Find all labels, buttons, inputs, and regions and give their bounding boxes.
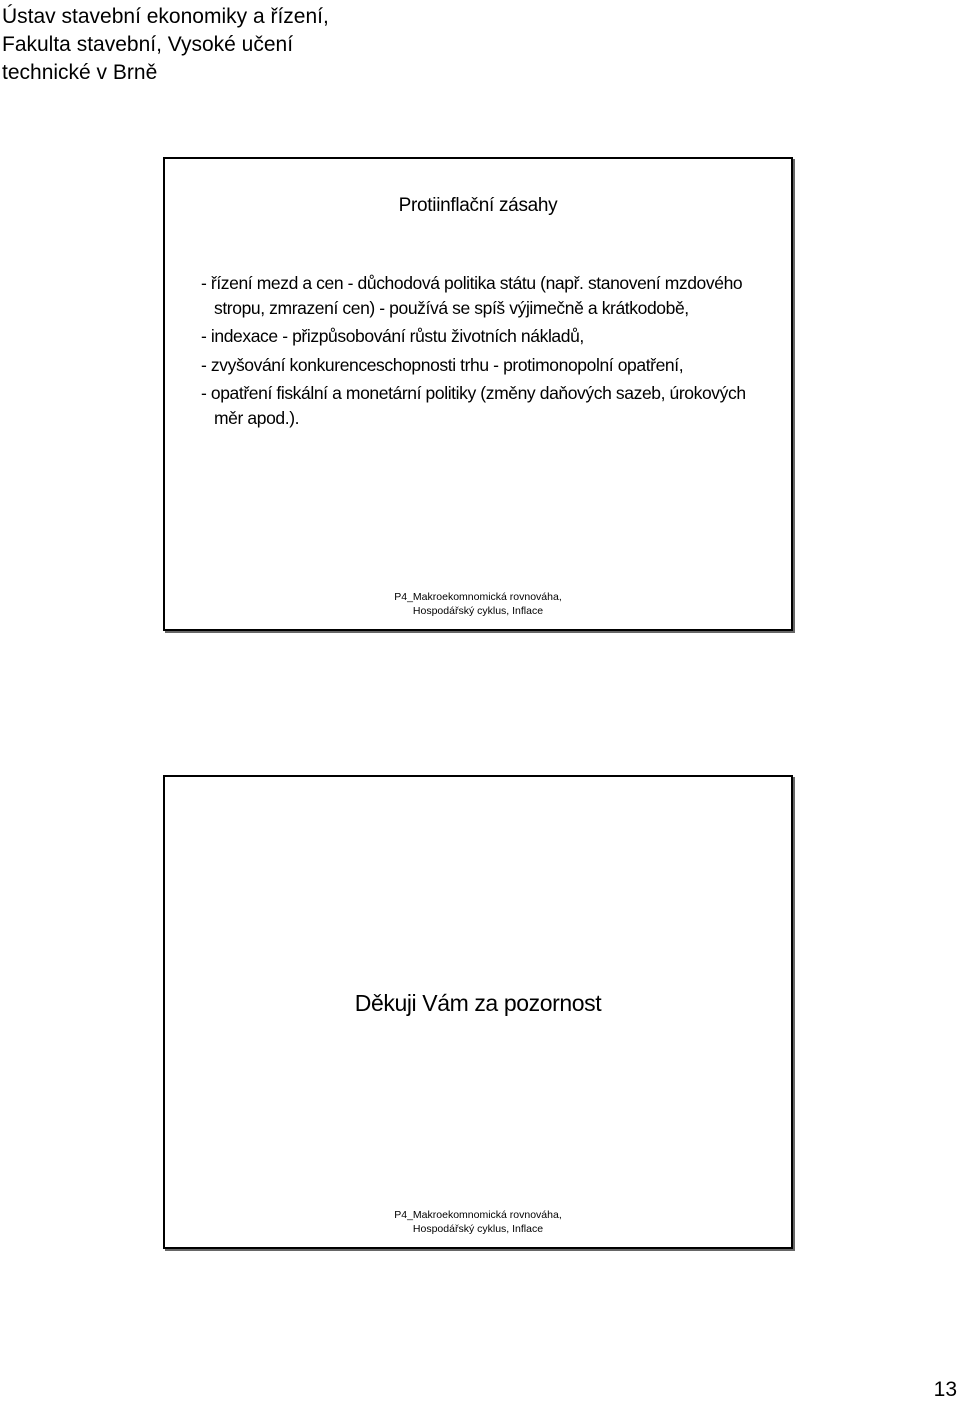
slide-protiinflacni-zasahy	[163, 157, 793, 631]
header-line-2: Fakulta stavební, Vysoké učení	[2, 33, 294, 56]
slide-footer	[165, 1208, 791, 1236]
bullet-item: - indexace - přizpůsobování růstu životních nákladů,	[201, 326, 584, 346]
footer-line-2: Hospodářský cyklus, Inflace	[412, 1223, 544, 1235]
document-header	[2, 3, 329, 87]
footer-line-2: Hospodářský cyklus, Inflace	[412, 605, 544, 617]
footer-line-1: P4_Makroekomnomická rovnováha,	[394, 1209, 562, 1221]
bullet-list	[201, 271, 771, 434]
bullet-item: - řízení mezd a cen - důchodová politika státu (např. stanovení mzdového stropu, zmrazení cen) - používá se spíš výjimečně a krátkodobě,	[201, 273, 743, 318]
header-line-3: technické v Brně	[2, 61, 158, 84]
slide-dekuji	[163, 775, 793, 1249]
header-line-1: Ústav stavební ekonomiky a řízení,	[2, 5, 329, 28]
thank-you-text: Děkuji Vám za pozornost	[354, 990, 602, 1016]
bullet-item: - opatření fiskální a monetární politiky (změny daňových sazeb, úrokových měr apod.).	[201, 383, 746, 428]
page-number: 13	[933, 1378, 957, 1401]
slide-footer	[165, 590, 791, 618]
slide-title: Protiinflační zásahy	[398, 195, 558, 216]
bullet-item: - zvyšování konkurenceschopnosti trhu - protimonopolní opatření,	[201, 354, 684, 375]
footer-line-1: P4_Makroekomnomická rovnováha,	[394, 591, 562, 603]
